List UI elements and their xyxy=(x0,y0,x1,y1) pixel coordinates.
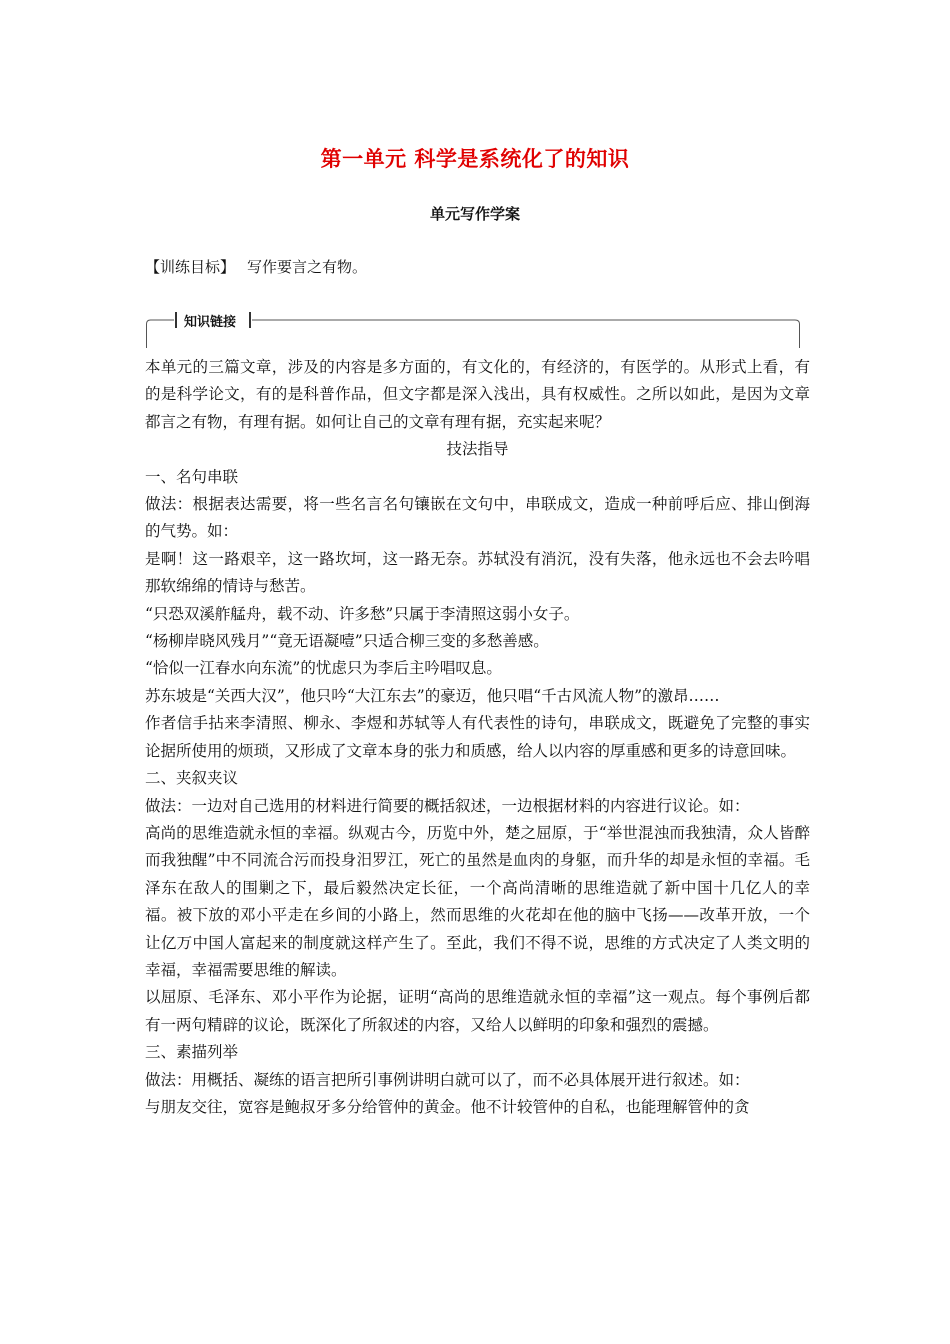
knowledge-link-header xyxy=(146,310,800,350)
paragraph: 本单元的三篇文章，涉及的内容是多方面的，有文化的，有经济的，有医学的。从形式上看，有的是科学论文，有的是科普作品，但文字都是深入浅出，具有权威性。之所以如此，是因为文章都言之有物，有理有据。如何让自己的文章有理有据，充实起来呢？ xyxy=(145,358,810,431)
paragraph: 是啊！这一路艰辛，这一路坎坷，这一路无奈。苏轼没有消沉，没有失落，他永远也不会去吟唱那软绵绵的情诗与愁苦。 xyxy=(145,549,810,596)
paragraph: 作者信手拈来李清照、柳永、李煜和苏轼等人有代表性的诗句，串联成文，既避免了完整的事实论据所使用的烦琐，又形成了文章本身的张力和质感，给人以内容的厚重感和更多的诗意回味。 xyxy=(145,714,810,760)
section-heading: 三、素描列举 xyxy=(145,1043,239,1062)
paragraph: 以屈原、毛泽东、邓小平作为论据，证明“高尚的思维造就永恒的幸福”这一观点。每个事例后都有一两句精辟的议论，既深化了所叙述的内容，又给人以鲜明的印象和强烈的震撼。 xyxy=(145,988,810,1034)
section-heading: 一、名句串联 xyxy=(145,467,239,486)
knowledge-link-label: 知识链接 xyxy=(184,315,237,330)
paragraph: “杨柳岸晓风残月”“竟无语凝噎”只适合柳三变的多愁善感。 xyxy=(145,632,549,651)
goal-text: 写作要言之有物。 xyxy=(247,258,368,276)
section-frame-lines xyxy=(146,310,800,350)
paragraph: 苏东坡是“关西大汉”，他只吟“大江东去”的豪迈，他只唱“千古风流人物”的激昂…… xyxy=(145,686,720,705)
paragraph: 高尚的思维造就永恒的幸福。纵观古今，历览中外，楚之屈原，于“举世混浊而我独清，众人皆醉而我独醒”中不同流合污而投身汨罗江，死亡的虽然是血肉的身躯，而升华的却是永恒的幸福。毛泽东在敌人的围剿之下，最后毅然决定长征，一个高尚清晰的思维造就了新中国十几亿人的幸福。被下放的邓小平走在乡间的小路上，然而思维的火花却在他的脑中飞扬——改革开放，一个让亿万中国人富起来的制度就这样产生了。至此，我们不得不说，思维的方式决定了人类文明的幸福，幸福需要思维的解读。 xyxy=(145,823,810,979)
goal-label: 【训练目标】 xyxy=(145,258,236,276)
page-title: 第一单元 科学是系统化了的知识 xyxy=(320,146,630,171)
paragraph: “恰似一江春水向东流”的忧虑只为李后主吟唱叹息。 xyxy=(145,659,502,678)
article-body xyxy=(145,354,810,1121)
paragraph: 做法：一边对自己选用的材料进行简要的概括叙述，一边根据材料的内容进行议论。如： xyxy=(145,796,750,815)
paragraph: “只恐双溪舴艋舟，载不动、许多愁”只属于李清照这弱小女子。 xyxy=(145,604,580,623)
paragraph: 做法：根据表达需要，将一些名言名句镶嵌在文句中，串联成文，造成一种前呼后应、排山倒海的气势。如： xyxy=(145,495,810,541)
paragraph: 与朋友交往，宽容是鲍叔牙多分给管仲的黄金。他不计较管仲的自私，也能理解管仲的贪 xyxy=(145,1097,750,1116)
page-subtitle: 单元写作学案 xyxy=(429,205,520,223)
paragraph: 做法：用概括、凝练的语言把所引事例讲明白就可以了，而不必具体展开进行叙述。如： xyxy=(145,1070,750,1089)
section-heading: 二、夹叙夹议 xyxy=(145,769,239,788)
training-goal xyxy=(145,256,367,277)
section-heading: 技法指导 xyxy=(446,440,509,459)
